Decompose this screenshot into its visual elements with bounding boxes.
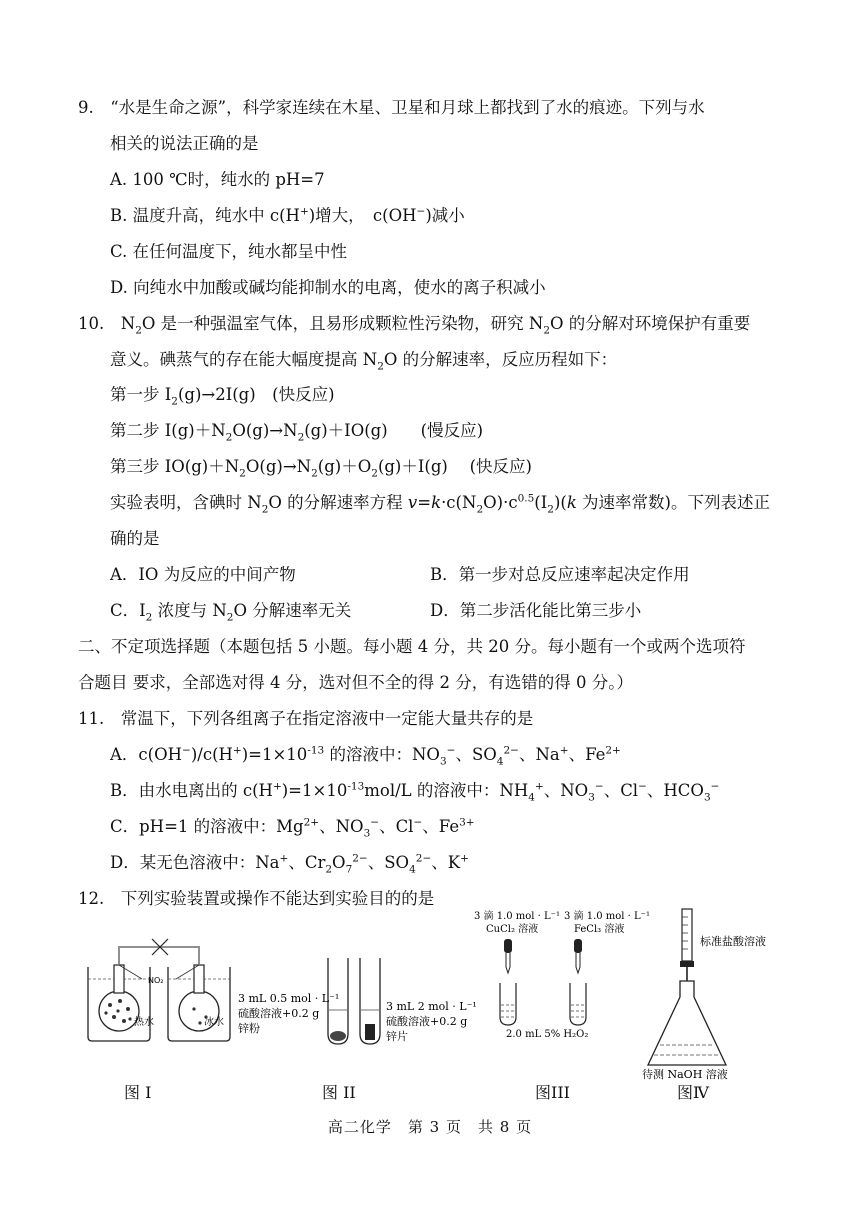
q11-option-a: A．$c(OH^-)/c(H^+)=1\times 10^{-13}$ 的溶液中：$NO_3^-$、$SO_4^{2-}$、Na+、$Fe^{2+}$ bbox=[110, 744, 621, 768]
fig1-hot-water-label: 热水 bbox=[134, 1017, 154, 1028]
fig3-drop-left-2: CuCl₂ 溶液 bbox=[486, 924, 539, 935]
q11-option-c: C．pH=1 的溶液中：$Mg^{2+}$、$NO_3^-$、Cl−、$Fe^{3+}$ bbox=[110, 816, 475, 840]
q12-stem: 12. 下列实验装置或操作不能达到实验目的的是 bbox=[78, 889, 435, 908]
section2-heading-line1: 二、不定项选择题（本题包括 5 小题。每小题 4 分，共 20 分。每小题有一个或两个选项符 bbox=[78, 637, 746, 656]
fig3-drop-right-1: 3 滴 1.0 mol · L⁻¹ bbox=[564, 911, 650, 922]
q10-stem-line1: 10. $N_2O$ 是一种强温室气体，且易形成颗粒性污染物，研究 $N_2O$ 的分解对环境保护有重要 bbox=[78, 314, 751, 337]
figure-3-label: 图III bbox=[535, 1083, 570, 1102]
q11-stem: 11. 常温下，下列各组离子在指定溶液中一定能大量共存的是 bbox=[78, 709, 534, 728]
q10-stem-end: 确的是 bbox=[110, 529, 160, 548]
q11-option-d: D．某无色溶液中：Na+、$Cr_2O_7^{2-}$、$SO_4^{2-}$、K+ bbox=[110, 852, 469, 876]
figure-1-apparatus bbox=[82, 935, 237, 1045]
q10-step3: 第三步 $IO(g)+N_2O(g)\to N_2(g)+O_2(g)+I(g)$ (快反应) bbox=[110, 457, 532, 480]
q10-option-c: C．$I_2$ 浓度与 $N_2O$ 分解速率无关 bbox=[110, 601, 352, 624]
section2-heading-line2: 合题目 要求，全部选对得 4 分，选对但不全的得 2 分，有选错的得 0 分。） bbox=[78, 673, 633, 692]
q10-step2: 第二步 $I(g)+N_2O(g)\to N_2(g)+IO(g)$ (慢反应) bbox=[110, 421, 484, 444]
figure-1-label: 图 I bbox=[124, 1083, 152, 1102]
fig2-left-label-1: 3 mL 0.5 mol · L⁻¹ bbox=[238, 992, 340, 1005]
fig2-right-label-1: 3 mL 2 mol · L⁻¹ bbox=[386, 1000, 477, 1013]
q9-option-b: B. 温度升高，纯水中 c(H+)增大， c(OH−)减小 bbox=[110, 205, 465, 225]
q9-stem-line2: 相关的说法正确的是 bbox=[110, 134, 259, 153]
fig2-left-label-2: 硫酸溶液+0.2 g bbox=[238, 1007, 320, 1020]
fig2-right-label-2: 硫酸溶液+0.2 g bbox=[386, 1015, 468, 1028]
q10-option-d: D．第二步活化能比第三步小 bbox=[430, 601, 642, 620]
fig1-ice-water-label: 冰水 bbox=[204, 1017, 224, 1028]
q10-option-b: B．第一步对总反应速率起决定作用 bbox=[430, 565, 690, 584]
q9-option-a: A. 100 ℃时，纯水的 pH=7 bbox=[110, 170, 325, 189]
fig1-no2-label: NO₂ bbox=[148, 976, 164, 985]
fig3-drop-left-1: 3 滴 1.0 mol · L⁻¹ bbox=[474, 911, 560, 922]
figure-2-label: 图 II bbox=[322, 1083, 356, 1102]
q10-rate-equation: 实验表明，含碘时 $N_2O$ 的分解速率方程 $v=k\cdot c(N_2O)\cdot c^{0.5}(I_2)(k$ 为速率常数)。下列表述正 bbox=[110, 492, 770, 516]
q10-step1: 第一步 $I_2(g)\to 2I(g)$ (快反应) bbox=[110, 385, 335, 408]
fig2-right-label-3: 锌片 bbox=[386, 1030, 408, 1043]
fig3-bottom-label: 2.0 mL 5% H₂O₂ bbox=[506, 1029, 589, 1040]
q9-option-c: C. 在任何温度下，纯水都呈中性 bbox=[110, 242, 348, 261]
fig3-drop-right-2: FeCl₃ 溶液 bbox=[574, 924, 625, 935]
page-footer: 高二化学 第 3 页 共 8 页 bbox=[327, 1118, 533, 1136]
figure-3-apparatus bbox=[470, 905, 650, 1040]
fig2-left-label-3: 锌粉 bbox=[238, 1022, 260, 1035]
q10-option-a: A．IO 为反应的中间产物 bbox=[110, 565, 296, 584]
fig4-acid-label: 标准盐酸溶液 bbox=[700, 935, 766, 948]
fig4-base-label: 待测 NaOH 溶液 bbox=[642, 1068, 728, 1081]
q10-stem-line2: 意义。碘蒸气的存在能大幅度提高 $N_2O$ 的分解速率，反应历程如下： bbox=[110, 350, 618, 373]
q11-option-b: B．由水电离出的 $c(H^+)=1\times 10^{-13}mol/L$ 的溶液中：$NH_4^+$、$NO_3^-$、Cl−、$HCO_3^-$ bbox=[110, 780, 720, 804]
q9-stem-line1: 9. “水是生命之源”，科学家连续在木星、卫星和月球上都找到了水的痕迹。下列与水 bbox=[78, 98, 705, 117]
q9-option-d: D. 向纯水中加酸或碱均能抑制水的电离，使水的离子积减小 bbox=[110, 278, 546, 297]
figure-4-apparatus bbox=[640, 905, 800, 1080]
figure-2-apparatus bbox=[238, 950, 486, 1050]
figure-4-label: 图Ⅳ bbox=[677, 1083, 709, 1102]
